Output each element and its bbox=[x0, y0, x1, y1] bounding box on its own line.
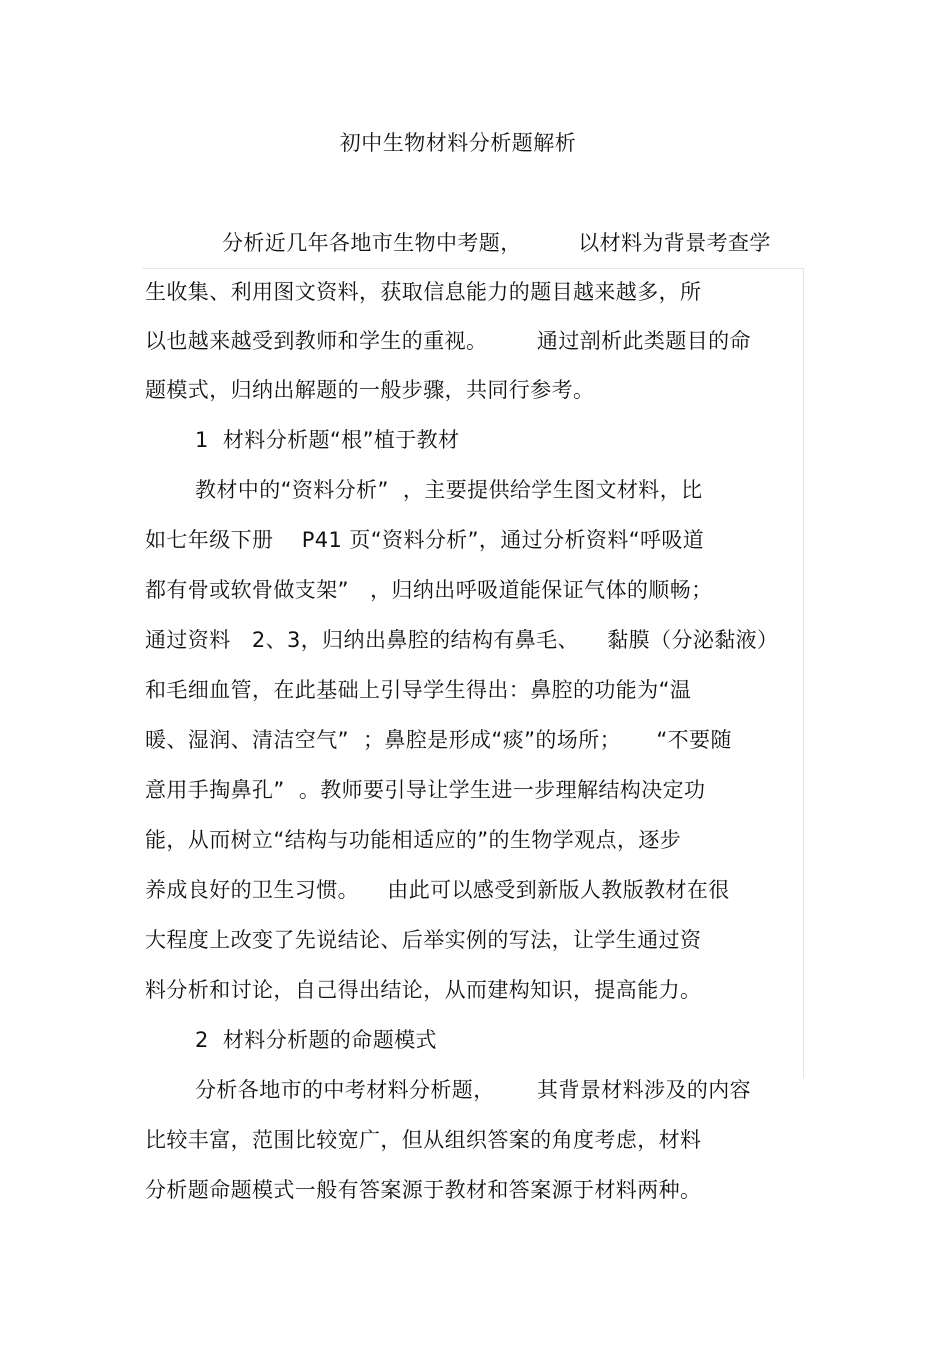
paragraph-line: 分析各地市的中考材料分析题， 其背景材料涉及的内容 bbox=[195, 1078, 752, 1102]
document-title: 初中生物材料分析题解析 bbox=[339, 131, 577, 155]
paragraph-line: 分析题命题模式一般有答案源于教材和答案源于材料两种。 bbox=[145, 1178, 702, 1202]
paragraph-line: 分析近几年各地市生物中考题， 以材料为背景考查学 bbox=[222, 231, 771, 255]
paragraph-line: 大程度上改变了先说结论、后举实例的写法，让学生通过资 bbox=[145, 928, 702, 952]
paragraph-line: 都有骨或软骨做支架” ，归纳出呼吸道能保证气体的顺畅； bbox=[145, 578, 713, 602]
section-heading-2: 2 材料分析题的命题模式 bbox=[195, 1028, 437, 1052]
paragraph-line: 通过资料 2、3，归纳出鼻腔的结构有鼻毛、 黏膜（分泌黏液） bbox=[145, 628, 779, 652]
paragraph-line: 比较丰富，范围比较宽广，但从组织答案的角度考虑，材料 bbox=[145, 1128, 702, 1152]
paragraph-line: 意用手掏鼻孔” 。教师要引导让学生进一步理解结构决定功 bbox=[145, 778, 706, 802]
paragraph-line: 生收集、利用图文资料，获取信息能力的题目越来越多，所 bbox=[145, 280, 702, 304]
paragraph-line: 题模式，归纳出解题的一般步骤，共同行参考。 bbox=[145, 378, 595, 402]
paragraph-line: 暖、湿润、清洁空气” ；鼻腔是形成“痰”的场所； “不要随 bbox=[145, 728, 732, 752]
paragraph-line: 能，从而树立“结构与功能相适应的”的生物学观点，逐步 bbox=[145, 828, 682, 852]
section-heading-1: 1 材料分析题“根”植于教材 bbox=[195, 428, 460, 452]
paragraph-line: 以也越来越受到教师和学生的重视。 通过剖析此类题目的命 bbox=[145, 329, 751, 353]
paragraph-line: 如七年级下册 P41 页“资料分析”，通过分析资料“呼吸道 bbox=[145, 528, 705, 552]
paragraph-line: 料分析和讨论，自己得出结论，从而建构知识，提高能力。 bbox=[145, 978, 702, 1002]
paragraph-line: 和毛细血管，在此基础上引导学生得出：鼻腔的功能为“温 bbox=[145, 678, 692, 702]
paragraph-line: 养成良好的卫生习惯。 由此可以感受到新版人教版教材在很 bbox=[145, 878, 730, 902]
paragraph-line: 教材中的“资料分析” ，主要提供给学生图文材料，比 bbox=[195, 478, 703, 502]
